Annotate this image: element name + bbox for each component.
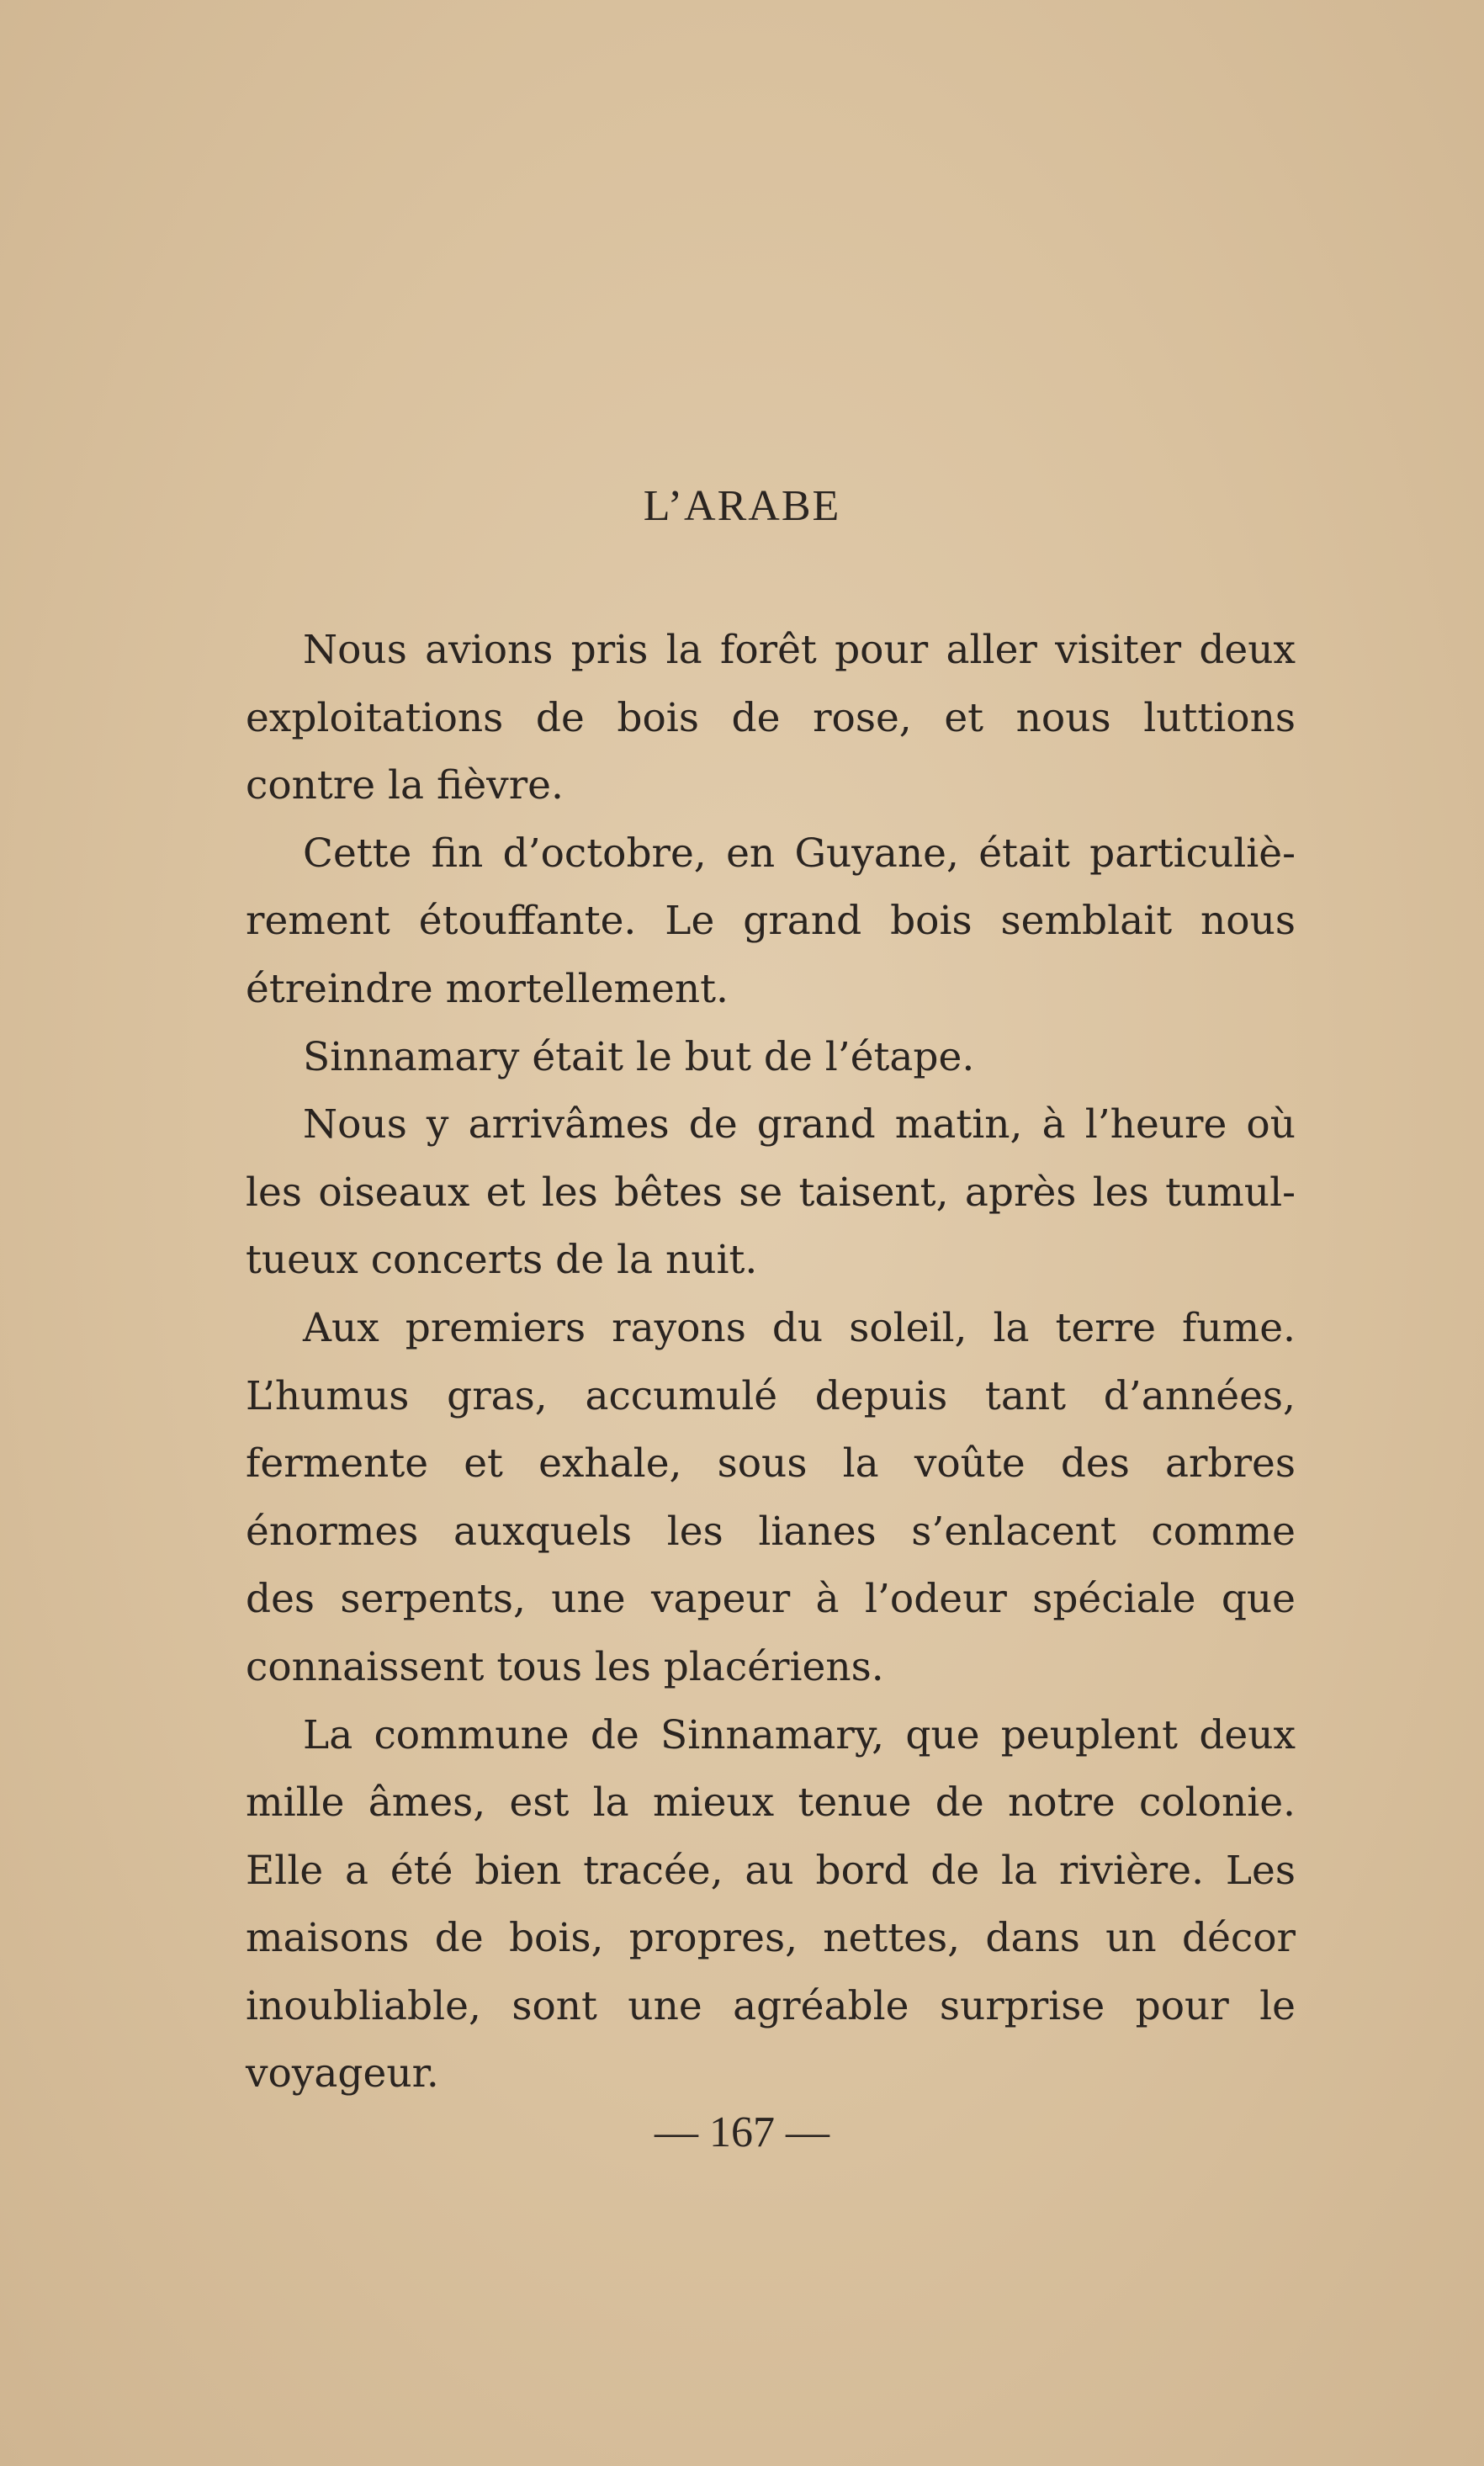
text-line: contre la fièvre. xyxy=(246,762,564,809)
text-line: tueux concerts de la nuit. xyxy=(246,1237,758,1284)
text-line: connaissent tous les placériens. xyxy=(246,1643,884,1690)
paragraph xyxy=(193,617,1296,820)
text-line: Nous avions pris la forêt pour aller visiter deux xyxy=(303,627,1296,673)
text-line: des serpents, une vapeur à l’odeur spéciale que xyxy=(246,1576,1296,1623)
paragraph xyxy=(193,1024,1296,1092)
text-line: énormes auxquels les lianes s’enlacent comme xyxy=(246,1508,1296,1555)
text-line: fermente et exhale, sous la voûte des arbres xyxy=(246,1440,1296,1488)
page-number: — 167 — xyxy=(655,2108,829,2156)
text-line: Nous y arrivâmes de grand matin, à l’heure où xyxy=(303,1101,1296,1148)
paragraph xyxy=(193,1295,1296,1702)
text-line: étreindre mortellement. xyxy=(246,965,729,1012)
chapter-title: L’ARABE xyxy=(643,482,841,530)
text-line: les oiseaux et les bêtes se taisent, après les tumul- xyxy=(246,1169,1296,1216)
text-line: inoubliable, sont une agréable surprise pour le xyxy=(246,1982,1296,2029)
text-line: L’humus gras, accumulé depuis tant d’années, xyxy=(246,1372,1296,1419)
paragraph xyxy=(193,1702,1296,2109)
text-line: voyageur. xyxy=(246,2050,439,2097)
text-line: Cette fin d’octobre, en Guyane, était particuliè- xyxy=(303,830,1296,877)
text-line: rement étouffante. Le grand bois semblait nous xyxy=(246,898,1296,945)
text-line: La commune de Sinnamary, que peuplent deux xyxy=(303,1711,1296,1758)
text-line: Sinnamary était le but de l’étape. xyxy=(303,1033,975,1080)
text-line: mille âmes, est la mieux tenue de notre colonie. xyxy=(246,1779,1296,1827)
text-line: exploitations de bois de rose, et nous luttions xyxy=(246,694,1296,741)
text-line: maisons de bois, propres, nettes, dans un décor xyxy=(246,1915,1296,1962)
paragraph xyxy=(193,820,1296,1024)
text-line: Aux premiers rayons du soleil, la terre fume. xyxy=(303,1304,1296,1351)
text-line: Elle a été bien tracée, au bord de la rivière. Les xyxy=(246,1847,1296,1894)
paragraph xyxy=(193,1091,1296,1295)
body-text xyxy=(193,617,1296,2108)
